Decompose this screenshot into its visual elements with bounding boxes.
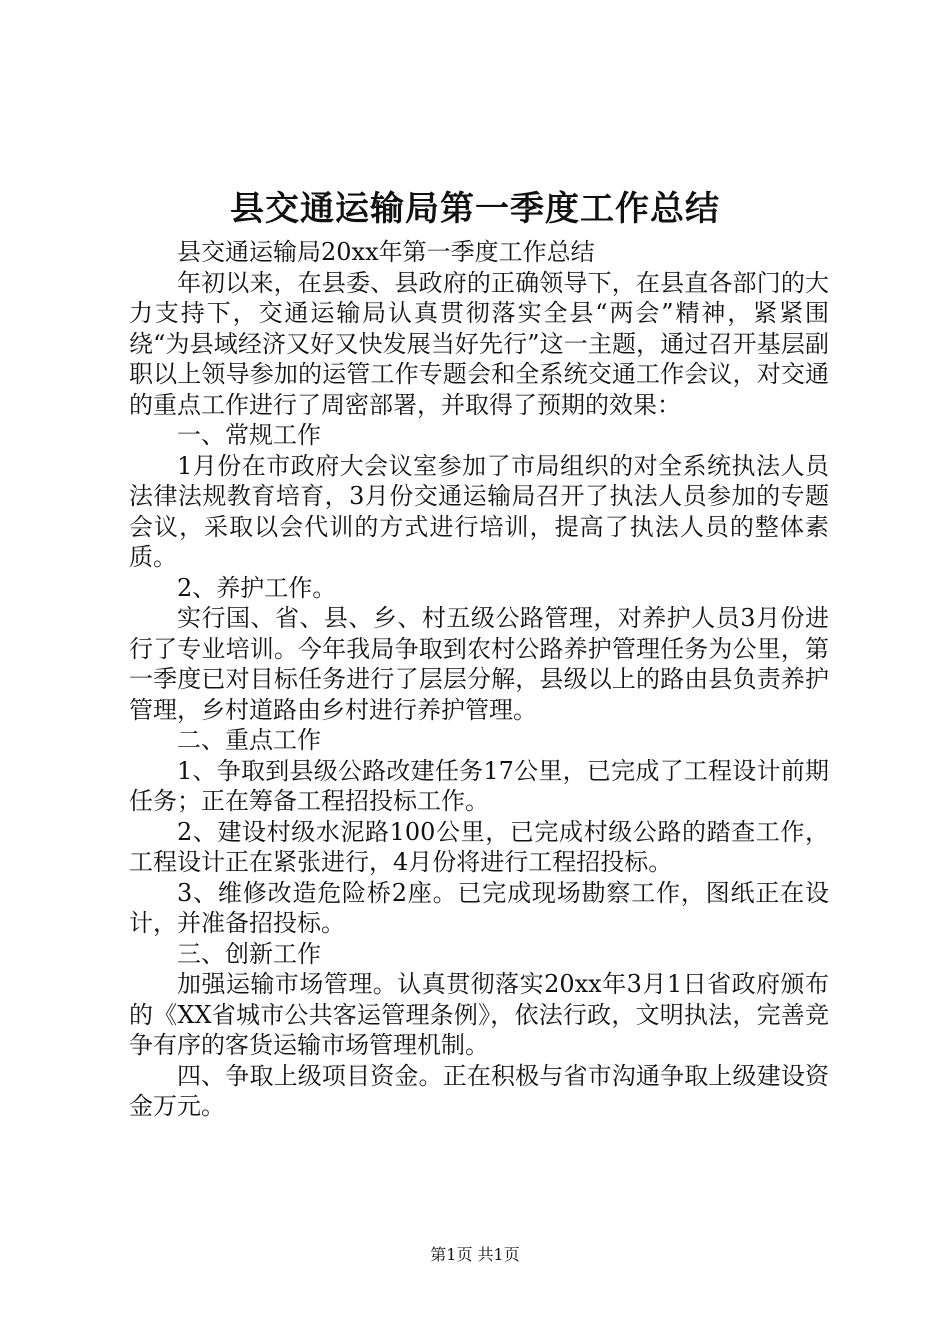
heading-innovation: 三、创新工作 bbox=[177, 939, 321, 968]
paragraph-key-work-1: 1、争取到县级公路改建任务17公里，已完成了工程设计前期任务；正在筹备工程招投标工作。 bbox=[129, 756, 829, 815]
heading-routine-work: 一、常规工作 bbox=[177, 421, 321, 449]
paragraph-maintenance: 实行国、省、县、乡、村五级公路管理，对养护人员3月份进行了专业培训。今年我局争取到农村公路养护管理任务为公里，第一季度已对目标任务进行了层层分解，县级以上的路由县负责养护管理，乡村道路由乡村进行养护管理。 bbox=[129, 604, 829, 724]
paragraph-funding: 四、争取上级项目资金。正在积极与省市沟通争取上级建设资金万元。 bbox=[129, 1061, 829, 1120]
heading-maintenance: 2、养护工作。 bbox=[177, 573, 337, 602]
paragraph-key-work-2: 2、建设村级水泥路100公里，已完成村级公路的踏查工作，工程设计正在紧张进行，4月份将进行工程招投标。 bbox=[129, 817, 829, 876]
paragraph-innovation: 加强运输市场管理。认真贯彻落实20xx年3月1日省政府颁布的《XX省城市公共客运管理条例》，依法行政，文明执法，完善竞争有序的客货运输市场管理机制。 bbox=[129, 970, 829, 1059]
heading-key-work: 二、重点工作 bbox=[177, 726, 321, 754]
page-footer: 第1页 共1页 bbox=[430, 1245, 520, 1264]
paragraph-intro: 年初以来，在县委、县政府的正确领导下，在县直各部门的大力支持下，交通运输局认真贯彻落实全县“两会”精神，紧紧围绕“为县域经济又好又快发展当好先行”这一主题，通过召开基层副职以上领导参加的运管工作专题会和全系统交通工作会议，对交通的重点工作进行了周密部署，并取得了预期的效果： bbox=[129, 268, 829, 419]
document-body bbox=[129, 237, 829, 1122]
document-title: 县交通运输局第一季度工作总结 bbox=[230, 189, 720, 229]
paragraph-training: 1月份在市政府大会议室参加了市局组织的对全系统执法人员法律法规教育培育，3月份交通运输局召开了执法人员参加的专题会议，采取以会代训的方式进行培训，提高了执法人员的整体素质。 bbox=[129, 451, 829, 571]
paragraph-key-work-3: 3、维修改造危险桥2座。已完成现场勘察工作，图纸正在设计，并准备招投标。 bbox=[129, 878, 829, 937]
paragraph-subtitle: 县交通运输局20xx年第一季度工作总结 bbox=[177, 238, 595, 266]
